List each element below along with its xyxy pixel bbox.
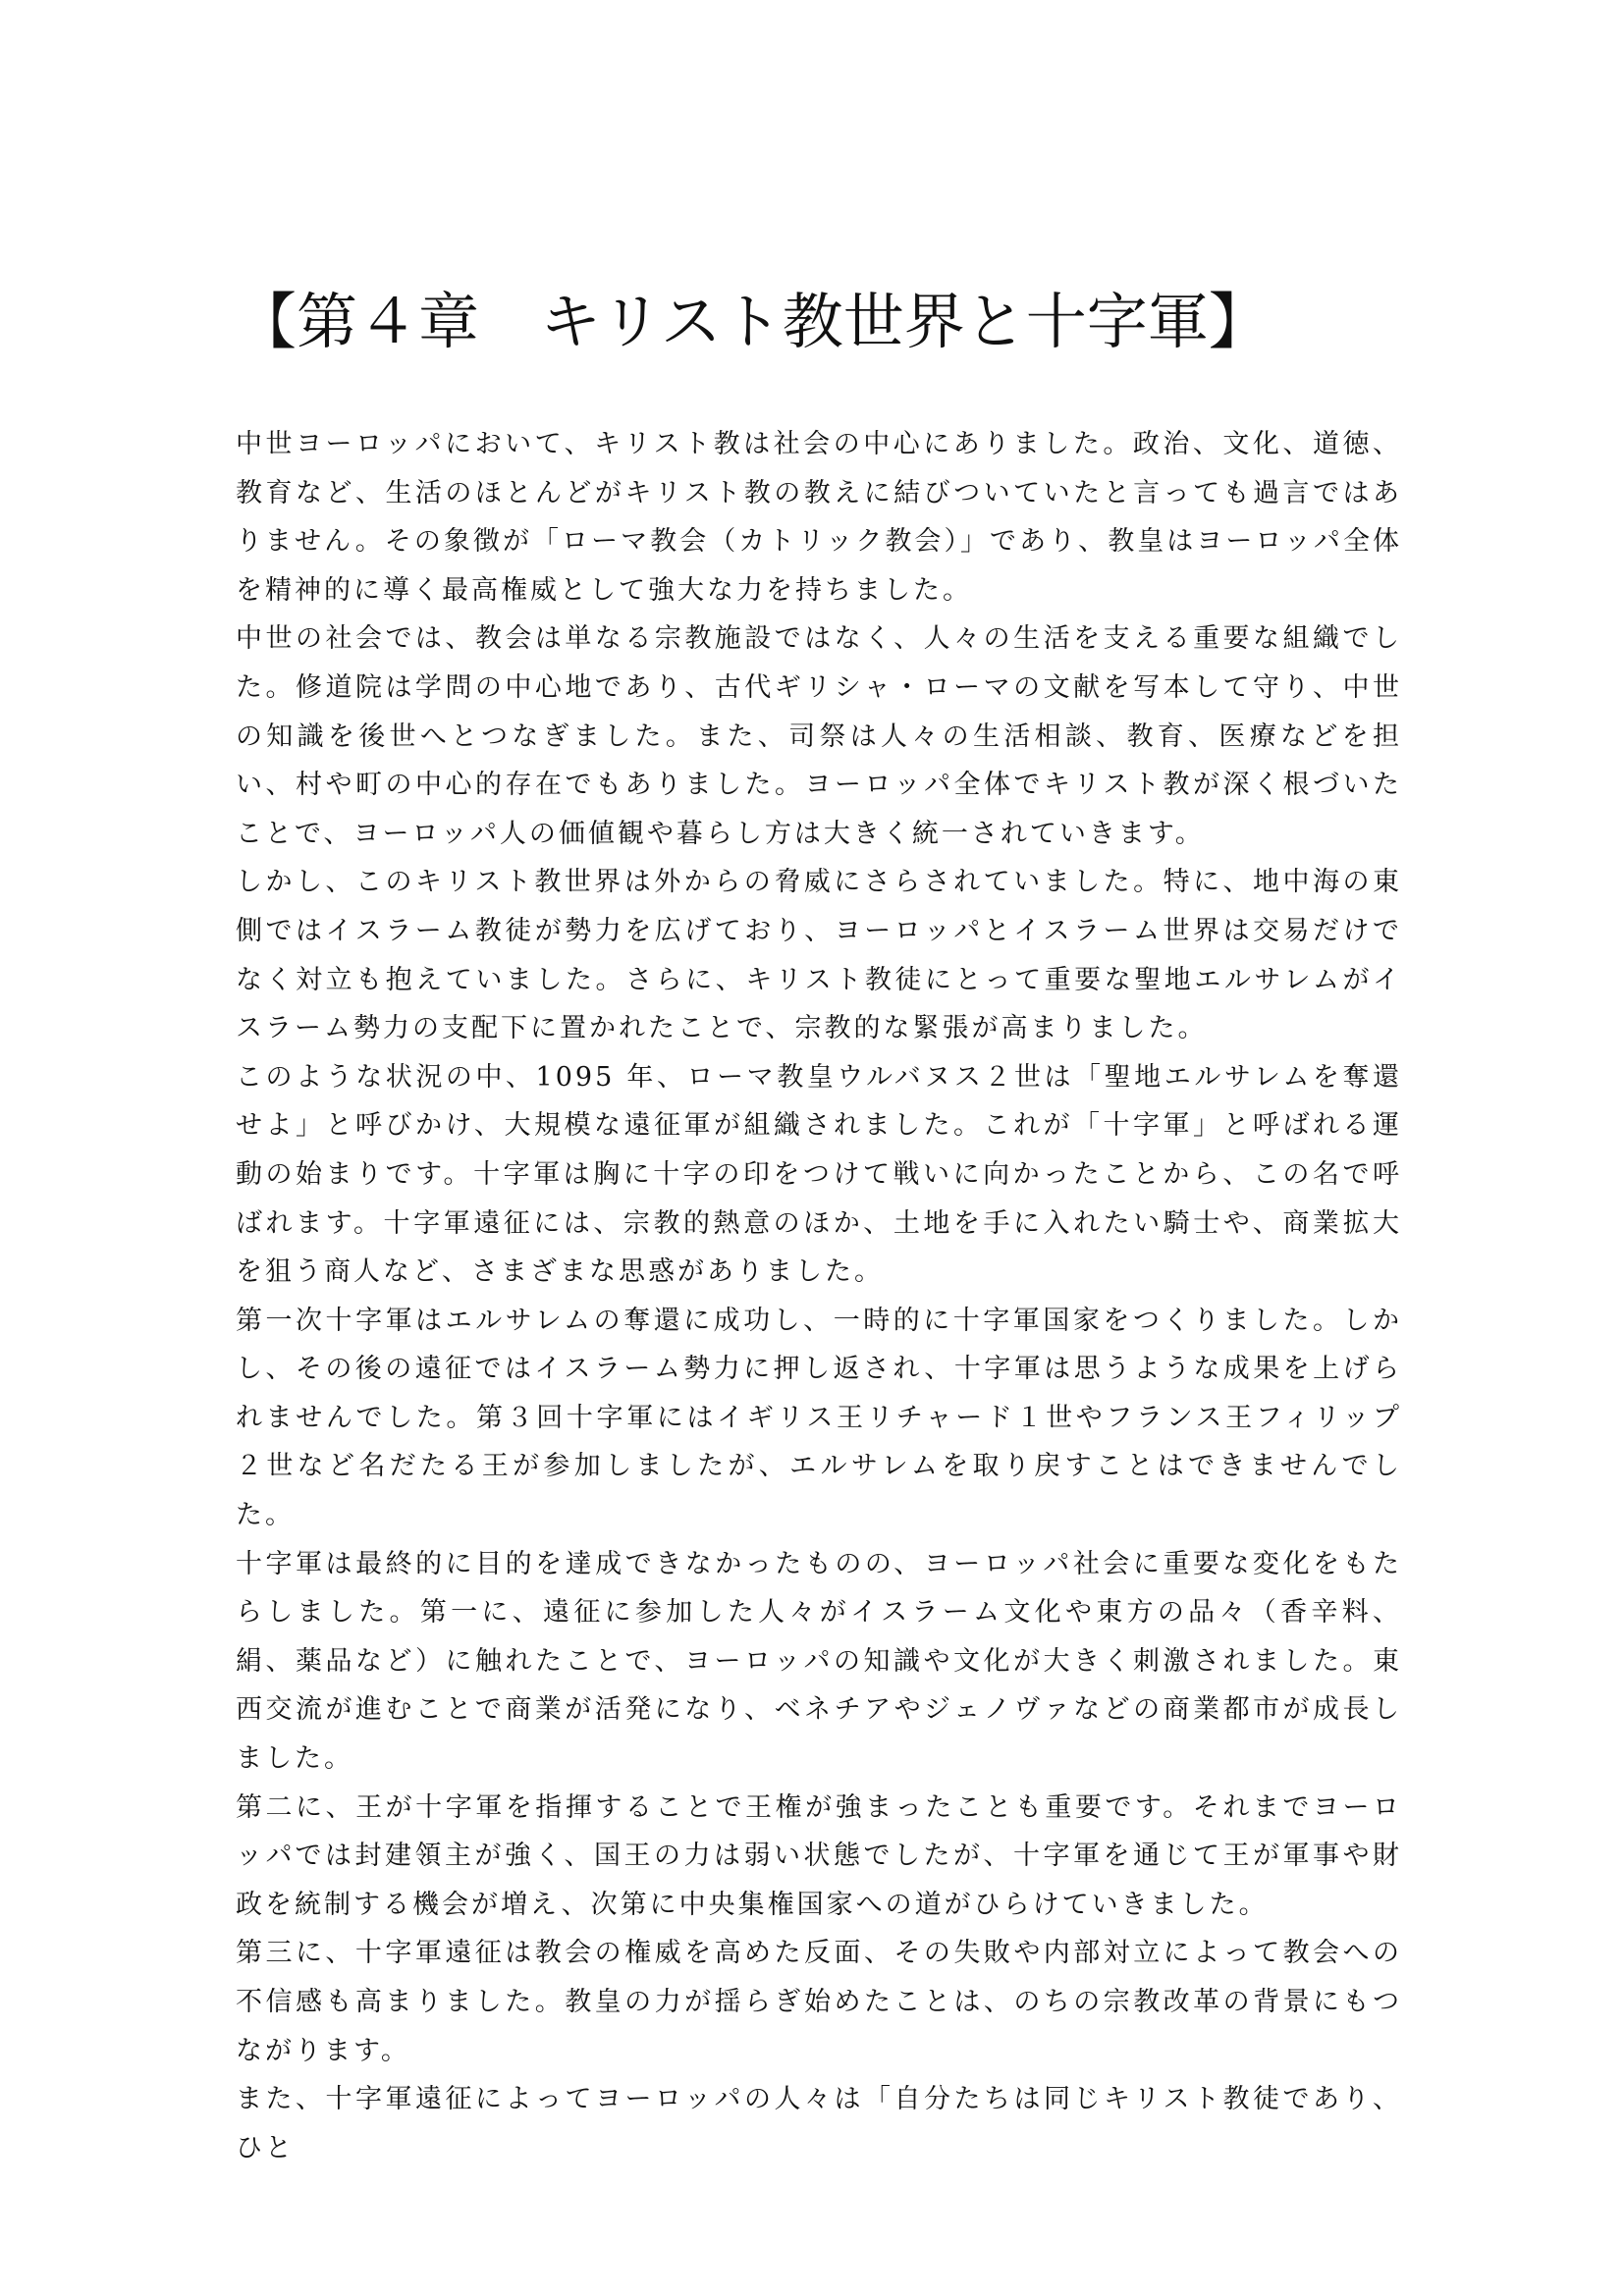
paragraph: 中世ヨーロッパにおいて、キリスト教は社会の中心にありました。政治、文化、道徳、教育など、生活のほとんどがキリスト教の教えに結びついていたと言っても過言ではありません。その象徴が「ローマ教会（カトリック教会）」であり、教皇はヨーロッパ全体を精神的に導く最高権威として強大な力を持ちました。 xyxy=(236,429,1402,606)
paragraph: また、十字軍遠征によってヨーロッパの人々は「自分たちは同じキリスト教徒であり、ひと xyxy=(236,2084,1402,2163)
paragraph: このような状況の中、1095 年、ローマ教皇ウルバヌス２世は「聖地エルサレムを奪還せよ」と呼びかけ、大規模な遠征軍が組織されました。これが「十字軍」と呼ばれる運動の始まりです。十字軍は胸に十字の印をつけて戦いに向かったことから、この名で呼ばれます。十字軍遠征には、宗教的熱意のほか、土地を手に入れたい騎士や、商業拡大を狙う商人など、さまざまな思惑がありました。 xyxy=(236,1061,1402,1288)
paragraph: 十字軍は最終的に目的を達成できなかったものの、ヨーロッパ社会に重要な変化をもたらしました。第一に、遠征に参加した人々がイスラーム文化や東方の品々（香辛料、絹、薬品など）に触れたことで、ヨーロッパの知識や文化が大きく刺激されました。東西交流が進むことで商業が活発になり、ベネチアやジェノヴァなどの商業都市が成長しました。 xyxy=(236,1548,1402,1775)
paragraph: しかし、このキリスト教世界は外からの脅威にさらされていました。特に、地中海の東側ではイスラーム教徒が勢力を広げており、ヨーロッパとイスラーム世界は交易だけでなく対立も抱えていました。さらに、キリスト教徒にとって重要な聖地エルサレムがイスラーム勢力の支配下に置かれたことで、宗教的な緊張が高まりました。 xyxy=(236,867,1402,1044)
body-text xyxy=(236,420,1402,2172)
paragraph: 第三に、十字軍遠征は教会の権威を高めた反面、その失敗や内部対立によって教会への不信感も高まりました。教皇の力が揺らぎ始めたことは、のちの宗教改革の背景にもつながります。 xyxy=(236,1938,1402,2066)
paragraph: 中世の社会では、教会は単なる宗教施設ではなく、人々の生活を支える重要な組織でした。修道院は学問の中心地であり、古代ギリシャ・ローマの文献を写本して守り、中世の知識を後世へとつなぎました。また、司祭は人々の生活相談、教育、医療などを担い、村や町の中心的存在でもありました。ヨーロッパ全体でキリスト教が深く根づいたことで、ヨーロッパ人の価値観や暮らし方は大きく統一されていきます。 xyxy=(236,623,1402,849)
paragraph: 第二に、王が十字軍を指揮することで王権が強まったことも重要です。それまでヨーロッパでは封建領主が強く、国王の力は弱い状態でしたが、十字軍を通じて王が軍事や財政を統制する機会が増え、次第に中央集権国家への道がひらけていきました。 xyxy=(236,1791,1402,1920)
paragraph: 第一次十字軍はエルサレムの奪還に成功し、一時的に十字軍国家をつくりました。しかし、その後の遠征ではイスラーム勢力に押し返され、十字軍は思うような成果を上げられませんでした。第３回十字軍にはイギリス王リチャード１世やフランス王フィリップ２世など名だたる王が参加しましたが、エルサレムを取り戻すことはできませんでした。 xyxy=(236,1305,1402,1531)
chapter-title: 【第４章 キリスト教世界と十字軍】 xyxy=(236,286,1270,357)
